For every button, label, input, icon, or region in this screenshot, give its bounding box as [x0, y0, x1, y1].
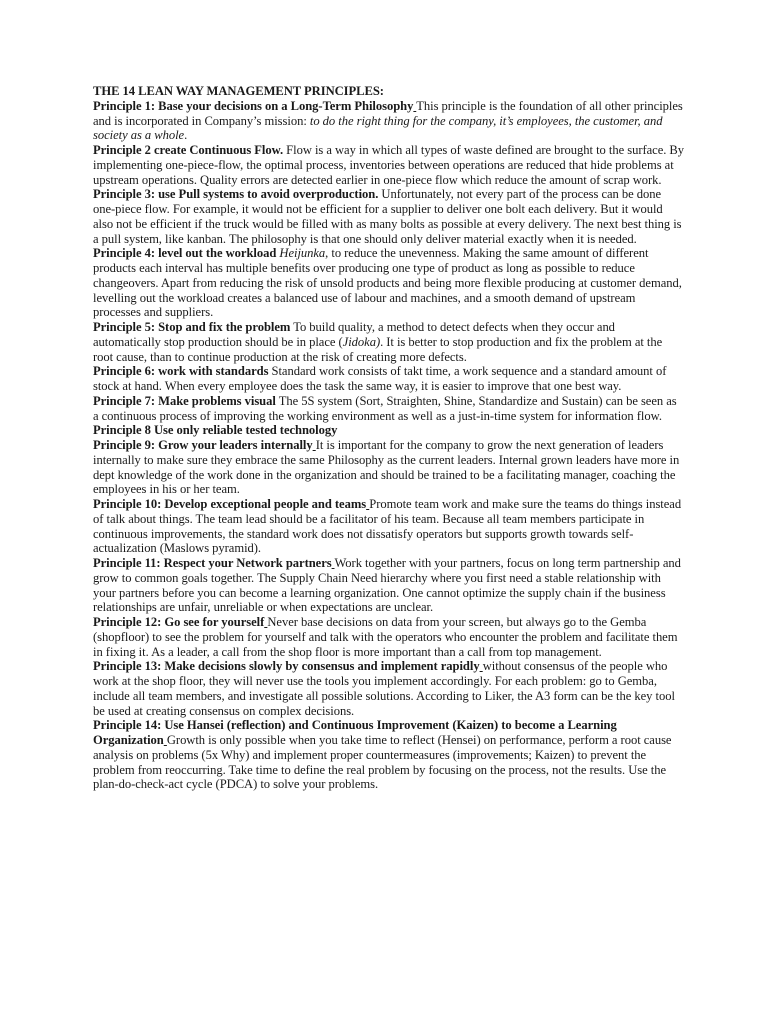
principle-body: Promote team work and make sure the teams do things instead of talk about things. The team lead should be a facilitator of his team. Because all team members participate in continuous improvements, the standard work does not dissatisfy operators but supports growth towards self-actualization (Maslows pyramid).	[93, 497, 682, 556]
principle-body: Never base decisions on data from your screen, but always go to the Gemba (shopfloor) to see the problem for yourself and talk with the operators who encounter the problem and facilitate them in fixing it. As a leader, a call from the shop floor is more important than a call from top management.	[93, 615, 678, 659]
principle-14	[93, 718, 685, 792]
principle-italic: Jidoka)	[342, 334, 381, 349]
principle-heading: Principle 3: use Pull systems to avoid overproduction.	[93, 187, 379, 202]
principle-heading: Principle 11: Respect your Network partners	[93, 556, 332, 570]
principle-6	[93, 364, 685, 394]
principle-body: Growth is only possible when you take time to reflect (Hensei) on performance, perform a root cause analysis on problems (5x Why) and implement proper countermeasures (improvements; Kaizen) to prevent the problem from reoccurring. Take time to define the real problem by focusing on the process, not the results. Use the plan-do-check-act cycle (PDCA) to solve your problems.	[93, 733, 672, 792]
principle-2	[93, 143, 685, 187]
principle-body: To build quality, a method to detect defects when they occur and automatically stop production should be in place (	[93, 320, 615, 349]
principle-heading: Principle 6: work with standards	[93, 364, 269, 379]
principle-7	[93, 394, 685, 424]
principle-heading: Principle 7: Make problems visual	[93, 393, 276, 408]
principle-12	[93, 615, 685, 659]
document-title: THE 14 LEAN WAY MANAGEMENT PRINCIPLES:	[93, 84, 384, 98]
principle-heading: Principle 1: Base your decisions on a Long-Term Philosophy	[93, 98, 414, 113]
principle-heading: Principle 9: Grow your leaders internally	[93, 438, 313, 452]
principle-body: Work together with your partners, focus on long term partnership and grow to common goals together. The Supply Chain Need hierarchy where you first need a stable relationship with your partners before you can become a learning organization. One cannot optimize the supply chain if the business relationships are unfair, unreliable or when expectations are unclear.	[93, 556, 681, 615]
principle-heading: Principle 10: Develop exceptional people and teams	[93, 497, 367, 511]
principle-body: It is important for the company to grow the next generation of leaders internally to make sure they embrace the same Philosophy as the current leaders. Internal grown leaders have more in dept knowledge of the work done in the organization and should be trained to be a facilitating manager, coaching the employees in his or her team.	[93, 438, 680, 497]
principle-10	[93, 497, 685, 556]
principle-body: without consensus of the people who work at the shop floor, they will never use the tools you implement accordingly. For each problem: go to Gemba, include all team members, and investigate all possible solutions. According to Liker, the A3 form can be the key tool be used at creating consensus on complex decisions.	[93, 659, 675, 718]
principle-3	[93, 187, 685, 246]
principle-heading: Principle 13: Make decisions slowly by consensus and implement rapidly	[93, 659, 480, 674]
document-page	[93, 84, 685, 792]
principle-9	[93, 438, 685, 497]
principle-body-end: .	[184, 128, 188, 143]
principle-11	[93, 556, 685, 615]
principle-heading: Principle 12: Go see for yourself	[93, 615, 265, 629]
principle-heading: Principle 5: Stop and fix the problem	[93, 320, 291, 334]
principle-italic: Heijunka	[279, 246, 326, 261]
principle-heading: Principle 4: level out the workload	[93, 246, 277, 261]
principle-heading: Principle 2 create Continuous Flow.	[93, 143, 284, 157]
principle-body: Unfortunately, not every part of the process can be done one-piece flow. For example, it would not be efficient for a supplier to deliver one bolt each delivery. But it would also not be efficient if the truck would be filled with as many bolts as possible at every delivery. The next best thing is a pull system, like kanban. The philosophy is that one should only deliver material exactly when it is needed.	[93, 187, 682, 246]
principle-body-end: . It is better to stop production and fix the problem at the root cause, than to continue production at the risk of creating more defects.	[93, 334, 663, 364]
principle-body: The 5S system (Sort, Straighten, Shine, Standardize and Sustain) can be seen as a continuous process of improving the working environment as well as a just-in-time system for information flow.	[93, 393, 677, 423]
principle-1	[93, 99, 685, 143]
principle-italic: to do the right thing for the company, it’s employees, the customer, and society as a whole	[93, 113, 663, 143]
principle-body: Flow is a way in which all types of waste defined are brought to the surface. By implementing one-piece-flow, the optimal process, inventories between operations are reduced that hide problems at upstream operations. Quality errors are detected earlier in one-piece flow which reduce the amount of scrap work.	[93, 143, 685, 187]
principle-heading: Principle 14: Use Hansei (reflection) and Continuous Improvement (Kaizen) to become a Learning Organization	[93, 718, 617, 747]
principle-body: This principle is the foundation of all other principles and is incorporated in Company’s mission:	[93, 98, 683, 128]
principle-body-end: , to reduce the unevenness. Making the same amount of different products each interval has multiple benefits over producing one type of product as long as possible to reduce changeovers. Apart from reducing the risk of unsold products and being more flexible producing at customer demand, levelling out the workload creates a balanced use of labour and machines, and a smooth demand of upstream processes and suppliers.	[93, 246, 682, 320]
principle-heading: Principle 8 Use only reliable tested technology	[93, 423, 338, 438]
principle-8	[93, 423, 685, 438]
principle-body: Standard work consists of takt time, a work sequence and a standard amount of stock at hand. When every employee does the task the same way, it is easier to improve that one best way.	[93, 364, 667, 393]
principle-5	[93, 320, 685, 364]
principle-13	[93, 659, 685, 718]
principle-4	[93, 246, 685, 320]
